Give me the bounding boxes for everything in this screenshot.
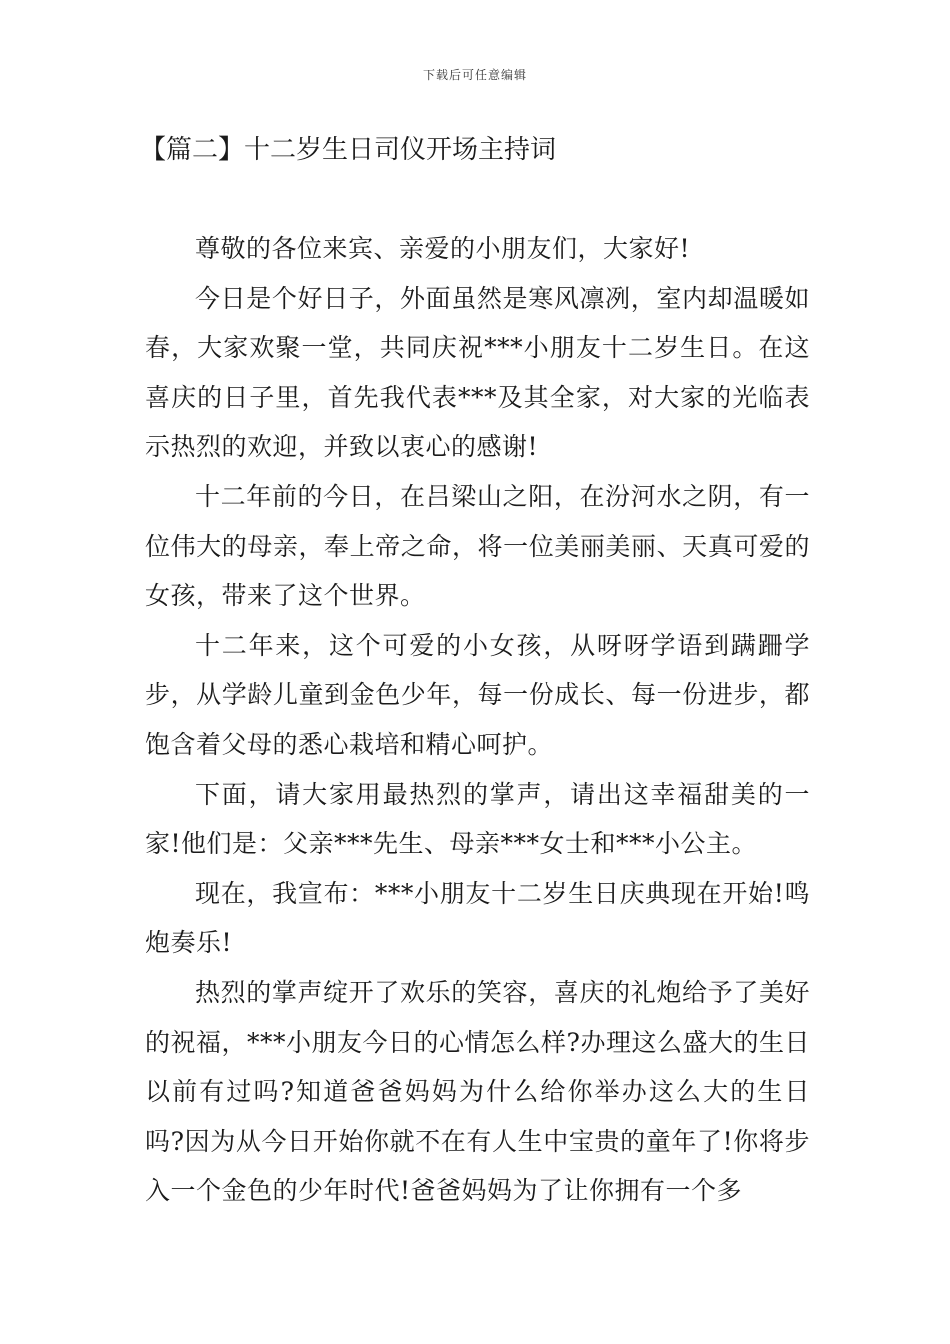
header-note: 下载后可任意编辑: [422, 68, 527, 82]
document-body: [145, 224, 810, 1216]
paragraph-birth: 十二年前的今日，在吕梁山之阳，在汾河水之阴，有一位伟大的母亲，奉上帝之命，将一位美丽美丽、天真可爱的女孩，带来了这个世界。: [145, 481, 810, 611]
paragraph-welcome: 今日是个好日子，外面虽然是寒风凛冽，室内却温暖如春，大家欢聚一堂，共同庆祝***小朋友十二岁生日。在这喜庆的日子里，首先我代表***及其全家，对大家的光临表示热烈的欢迎，并致以衷心的感谢!: [145, 283, 810, 462]
paragraph-growth: 十二年来，这个可爱的小女孩，从呀呀学语到蹒跚学步，从学龄儿童到金色少年，每一份成长、每一份进步，都饱含着父母的悉心栽培和精心呵护。: [145, 630, 810, 759]
paragraph-blessing: 热烈的掌声绽开了欢乐的笑容，喜庆的礼炮给予了美好的祝福，***小朋友今日的心情怎么样?办理这么盛大的生日以前有过吗?知道爸爸妈妈为什么给你举办这么大的生日吗?因为从今日开始你就不在有人生中宝贵的童年了!你将步入一个金色的少年时代!爸爸妈妈为了让你拥有一个多: [145, 977, 810, 1206]
paragraph-greeting: 尊敬的各位来宾、亲爱的小朋友们，大家好!: [195, 234, 691, 263]
paragraph-announcement: 现在，我宣布：***小朋友十二岁生日庆典现在开始!鸣炮奏乐!: [145, 878, 810, 958]
paragraph-family-intro: 下面，请大家用最热烈的掌声，请出这幸福甜美的一家!他们是：父亲***先生、母亲***女士和***小公主。: [145, 779, 810, 859]
document-title: 【篇二】十二岁生日司仪开场主持词: [140, 135, 557, 165]
